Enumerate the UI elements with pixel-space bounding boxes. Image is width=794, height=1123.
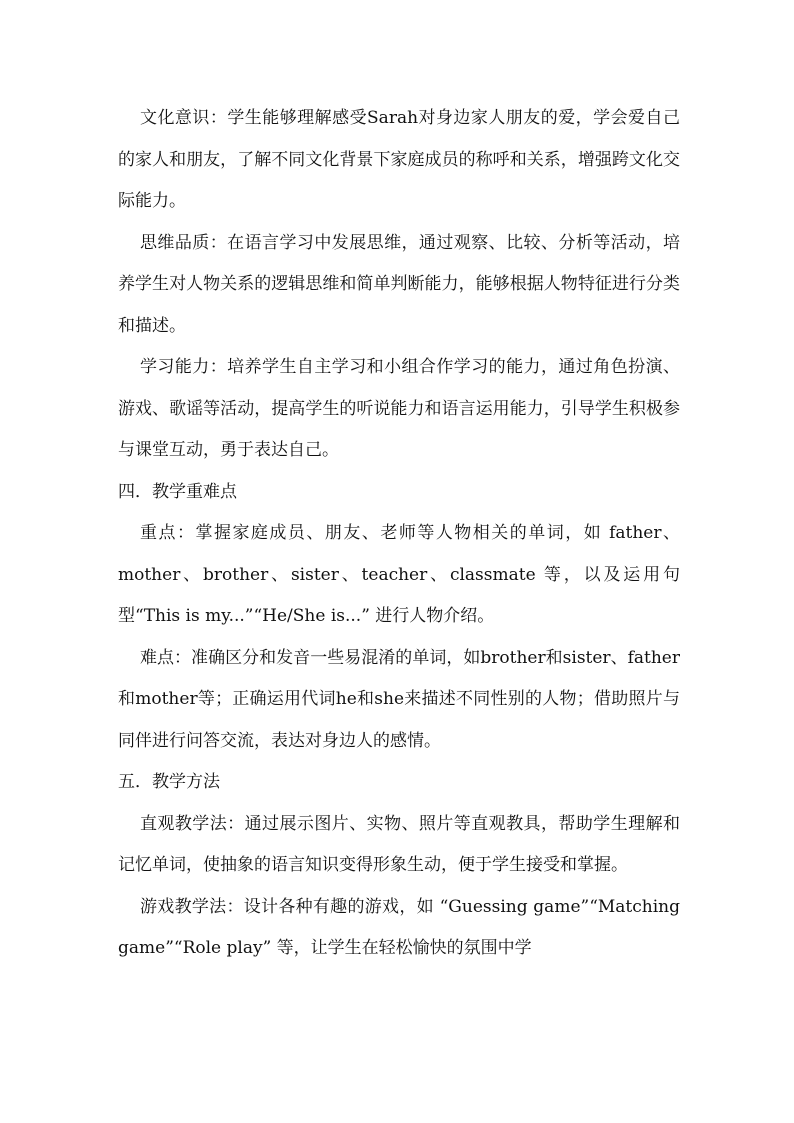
paragraph-thinking-quality: 思维品质：在语言学习中发展思维，通过观察、比较、分析等活动，培养学生对人物关系的逻辑思维和简单判断能力，能够根据人物特征进行分类和描述。 (118, 232, 680, 336)
paragraph-cultural-awareness: 文化意识：学生能够理解感受Sarah对身边家人朋友的爱，学会爱自己的家人和朋友，了解不同文化背景下家庭成员的称呼和关系，增强跨文化交际能力。 (118, 108, 680, 211)
paragraph-intuitive-method: 直观教学法：通过展示图片、实物、照片等直观教具，帮助学生理解和记忆单词，使抽象的语言知识变得形象生动，便于学生接受和掌握。 (118, 813, 680, 875)
paragraph-key-points: 重点：掌握家庭成员、朋友、老师等人物相关的单词，如 father、mother、brother、sister、teacher、classmate 等，以及运用句型“This is my...”“He/She is...” 进行人物介绍。 (118, 523, 680, 626)
paragraph-game-method: 游戏教学法：设计各种有趣的游戏，如 “Guessing game”“Matching game”“Role play” 等，让学生在轻松愉快的氛围中学 (118, 896, 680, 958)
section-heading-key-points: 四．教学重难点 (118, 481, 237, 502)
document-body (118, 98, 680, 970)
paragraph-difficult-points: 难点：准确区分和发音一些易混淆的单词，如brother和sister、father和mother等；正确运用代词he和she来描述不同性别的人物；借助照片与同伴进行问答交流，表达对身边人的感情。 (118, 647, 680, 751)
section-heading-teaching-methods: 五．教学方法 (118, 772, 220, 792)
paragraph-learning-ability: 学习能力：培养学生自主学习和小组合作学习的能力，通过角色扮演、游戏、歌谣等活动，提高学生的听说能力和语言运用能力，引导学生积极参与课堂互动，勇于表达自己。 (118, 357, 680, 460)
